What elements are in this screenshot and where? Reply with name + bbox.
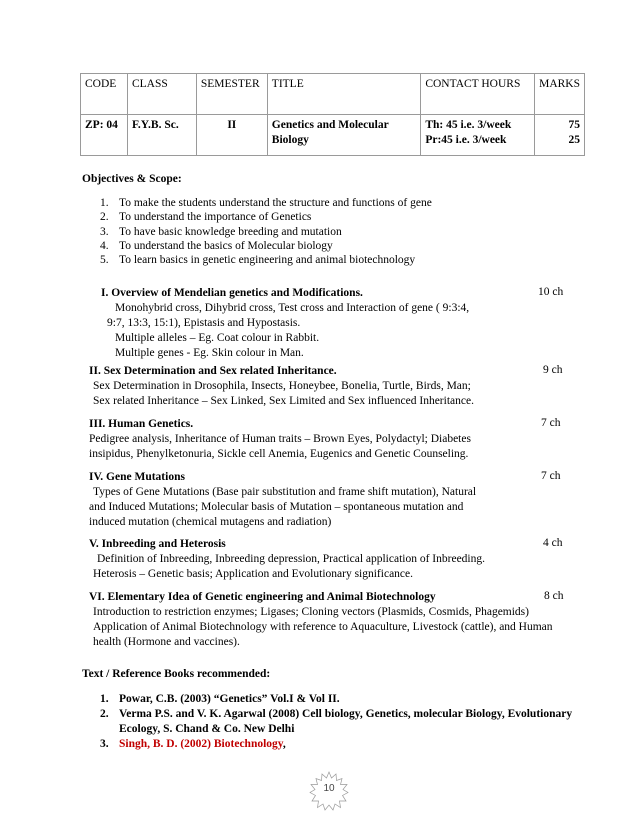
cell-class: F.Y.B. Sc. bbox=[127, 115, 196, 156]
item-text: To understand the importance of Genetics bbox=[119, 211, 312, 224]
course-table bbox=[80, 73, 585, 156]
item-text: Singh, B. D. (2002) Biotechnology bbox=[119, 738, 283, 750]
hours-theory: Th: 45 i.e. 3/week bbox=[425, 119, 512, 131]
cell-semester: II bbox=[196, 115, 267, 156]
list-item bbox=[100, 253, 432, 267]
unit-title: II. Sex Determination and Sex related Inheritance. bbox=[89, 365, 337, 377]
unit-line: Multiple genes - Eg. Skin colour in Man. bbox=[115, 347, 304, 359]
unit-line: Types of Gene Mutations (Base pair substitution and frame shift mutation), Natural bbox=[93, 486, 477, 498]
item-text: Powar, C.B. (2003) “Genetics” Vol.I & Vol II. bbox=[119, 693, 340, 705]
unit-hours: 4 ch bbox=[543, 537, 563, 549]
unit-title: IV. Gene Mutations bbox=[89, 471, 185, 483]
item-number: 3. bbox=[100, 225, 109, 238]
cell-title: Genetics and Molecular Biology bbox=[267, 115, 421, 156]
unit-hours: 9 ch bbox=[543, 364, 563, 376]
unit-line: Definition of Inbreeding, Inbreeding depression, Practical application of Inbreeding. bbox=[97, 553, 485, 565]
unit-line: insipidus, Phenylketonuria, Sickle cell Anemia, Eugenics and Genetic Counseling. bbox=[89, 448, 469, 460]
header-semester: SEMESTER bbox=[196, 74, 267, 115]
unit-line: 9:7, 13:3, 15:1), Epistasis and Hypostasis. bbox=[107, 317, 301, 329]
item-number: 5. bbox=[100, 254, 109, 267]
cell-marks bbox=[535, 115, 585, 156]
list-item bbox=[100, 239, 432, 253]
header-marks: MARKS bbox=[535, 74, 585, 115]
unit-hours: 8 ch bbox=[544, 590, 564, 602]
item-number: 1. bbox=[100, 197, 109, 209]
page-number-badge bbox=[309, 771, 349, 811]
list-item bbox=[100, 692, 590, 707]
list-item bbox=[100, 737, 590, 752]
item-text: To have basic knowledge breeding and mutation bbox=[119, 225, 342, 238]
cell-contact-hours bbox=[421, 115, 535, 156]
table-header-row bbox=[81, 74, 585, 115]
unit-line: Multiple alleles – Eg. Coat colour in Rabbit. bbox=[115, 332, 320, 344]
cell-code: ZP: 04 bbox=[81, 115, 128, 156]
header-code: CODE bbox=[81, 74, 128, 115]
references-heading: Text / Reference Books recommended: bbox=[82, 668, 271, 680]
marks-theory: 75 bbox=[568, 119, 580, 131]
unit-title: I. Overview of Mendelian genetics and Modifications. bbox=[101, 287, 363, 299]
unit-line: Monohybrid cross, Dihybrid cross, Test cross and Interaction of gene ( 9:3:4, bbox=[115, 302, 470, 314]
table-row bbox=[81, 115, 585, 156]
unit-hours: 10 ch bbox=[538, 286, 564, 298]
unit-line: and Induced Mutations; Molecular basis of Mutation – spontaneous mutation and bbox=[89, 501, 464, 513]
item-number: 2. bbox=[100, 708, 109, 720]
marks-practical: 25 bbox=[568, 134, 580, 146]
header-title: TITLE bbox=[267, 74, 421, 115]
objectives-list bbox=[100, 196, 432, 267]
unit-line: Heterosis – Genetic basis; Application and Evolutionary significance. bbox=[93, 568, 414, 580]
unit-line: induced mutation (chemical mutagens and radiation) bbox=[89, 516, 332, 528]
unit-5 bbox=[89, 537, 485, 582]
unit-line: Application of Animal Biotechnology with reference to Aquaculture, Livestock (cattle), and Human bbox=[93, 621, 553, 633]
unit-4 bbox=[89, 470, 476, 530]
unit-title: V. Inbreeding and Heterosis bbox=[89, 538, 226, 550]
item-text: To understand the basics of Molecular biology bbox=[119, 239, 333, 252]
header-contact-hours: CONTACT HOURS bbox=[421, 74, 535, 115]
list-item bbox=[100, 225, 432, 239]
item-number: 2. bbox=[100, 211, 109, 224]
references-list bbox=[100, 692, 590, 752]
unit-line: Sex Determination in Drosophila, Insects, Honeybee, Bonelia, Turtle, Birds, Man; bbox=[93, 380, 471, 392]
item-text: To make the students understand the structure and functions of gene bbox=[119, 197, 432, 209]
unit-line: Introduction to restriction enzymes; Ligases; Cloning vectors (Plasmids, Cosmids, Phagemids) bbox=[93, 606, 529, 618]
objectives-heading: Objectives & Scope: bbox=[82, 173, 182, 185]
hours-practical: Pr:45 i.e. 3/week bbox=[425, 134, 507, 146]
item-suffix: , bbox=[282, 738, 286, 750]
unit-hours: 7 ch bbox=[541, 417, 561, 429]
unit-3 bbox=[89, 417, 471, 462]
header-class: CLASS bbox=[127, 74, 196, 115]
item-number: 1. bbox=[100, 693, 109, 705]
unit-2 bbox=[89, 364, 474, 409]
unit-line: Sex related Inheritance – Sex Linked, Sex Limited and Sex influenced Inheritance. bbox=[93, 395, 474, 407]
unit-line: Pedigree analysis, Inheritance of Human traits – Brown Eyes, Polydactyl; Diabetes bbox=[89, 433, 471, 445]
item-text: To learn basics in genetic engineering and animal biotechnology bbox=[119, 254, 416, 267]
page-number: 10 bbox=[323, 783, 335, 794]
unit-line: health (Hormone and vaccines). bbox=[93, 636, 240, 648]
unit-6 bbox=[89, 590, 553, 650]
unit-hours: 7 ch bbox=[541, 470, 561, 482]
list-item bbox=[100, 210, 432, 224]
list-item bbox=[100, 707, 590, 737]
unit-1 bbox=[101, 286, 469, 361]
list-item bbox=[100, 196, 432, 210]
unit-title: VI. Elementary Idea of Genetic engineering and Animal Biotechnology bbox=[89, 591, 436, 603]
item-number: 4. bbox=[100, 239, 109, 252]
item-text: Verma P.S. and V. K. Agarwal (2008) Cell biology, Genetics, molecular Biology, Evolutionary Ecology, S. Chand & Co. New Delhi bbox=[119, 708, 573, 735]
unit-title: III. Human Genetics. bbox=[89, 418, 194, 430]
item-number: 3. bbox=[100, 738, 109, 750]
